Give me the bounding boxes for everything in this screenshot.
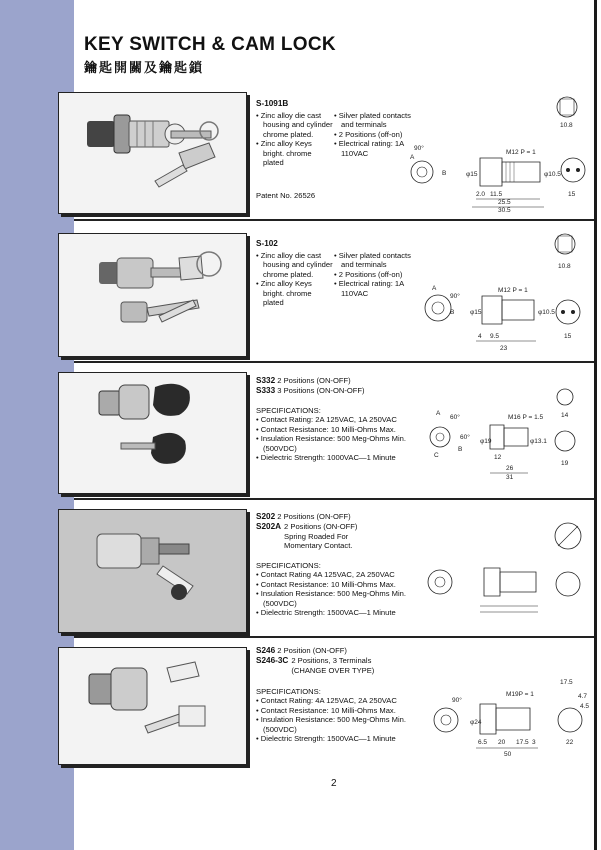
dimension-drawing-s332	[420, 375, 590, 490]
section-divider	[74, 219, 594, 221]
spec-item: • Insulation Resistance: 500 Meg-Ohms Min. (500VDC)	[256, 715, 406, 734]
dim-label: 26	[506, 465, 514, 472]
page-subtitle: 鑰匙開關及鑰匙鎖	[84, 60, 205, 75]
feature-item: • Silver plated contacts and terminals	[334, 251, 411, 270]
dim-label: 20	[498, 739, 506, 746]
feature-item: • Zinc alloy Keys bright. chrome plated	[256, 279, 312, 308]
spec-item: • Contact Resistance: 10 Milli-Ohms Max.	[256, 705, 396, 715]
dim-label: 3	[532, 739, 536, 746]
dim-label: 23	[500, 345, 508, 352]
dim-label: C	[434, 452, 439, 459]
feature-item: • Silver plated contacts and terminals	[334, 111, 411, 130]
dim-label: 9.5	[490, 333, 500, 340]
dim-label: 10.8	[558, 263, 571, 270]
product-photo-s102	[58, 233, 247, 357]
dim-label: 11.5	[490, 191, 503, 198]
dim-label: 31	[506, 474, 514, 481]
dim-label: 15	[568, 191, 576, 198]
feature-list-left	[256, 251, 334, 308]
patent-number: Patent No. 26526	[256, 191, 316, 200]
spec-item: • Dielectric Strength: 1500VAC—1 Minute	[256, 734, 396, 744]
product-photo-s202	[58, 509, 247, 633]
dim-label: 30.5	[498, 207, 511, 214]
dim-label: B	[450, 309, 455, 316]
spec-heading: SPECIFICATIONS:	[256, 687, 321, 696]
dim-label: φ24	[470, 719, 482, 726]
dim-label: 6.5	[478, 739, 488, 746]
dim-label: B	[458, 446, 463, 453]
key-switch-illustration	[59, 234, 246, 356]
key-switch-illustration	[59, 373, 246, 493]
dim-label: 14	[561, 412, 569, 419]
dim-label: M12 P = 1	[498, 287, 528, 294]
feature-list-right	[334, 251, 412, 298]
dim-label: 60°	[450, 414, 460, 421]
dim-label: φ10.5	[544, 171, 561, 178]
feature-item: • Zinc alloy Keys bright. chrome plated	[256, 139, 312, 168]
dim-label: 90°	[452, 697, 462, 704]
spec-item: • Contact Rating: 4A 125VAC, 2A 250VAC	[256, 696, 397, 706]
feature-list-right	[334, 111, 412, 158]
dim-label: 50	[504, 751, 512, 758]
dim-label: 25.5	[498, 199, 511, 206]
section-divider	[74, 498, 594, 500]
spec-item: • Contact Rating: 2A 125VAC, 1A 250VAC	[256, 415, 397, 425]
spec-item: • Insulation Resistance: 500 Meg-Ohms Min. (500VDC)	[256, 589, 406, 608]
dim-label: 4	[478, 333, 482, 340]
feature-item: • Zinc alloy die cast housing and cylinder chrome plated.	[256, 251, 333, 279]
dim-label: 15	[564, 333, 572, 340]
dim-label: 10.8	[560, 122, 573, 129]
section-divider	[74, 361, 594, 363]
spec-block-s1091b	[256, 99, 288, 109]
spec-list	[256, 561, 412, 618]
dim-label: φ10.5	[538, 309, 555, 316]
dim-label: A	[432, 285, 437, 292]
dimension-drawing-s1091b	[410, 92, 595, 212]
dim-label: M19P = 1	[506, 691, 534, 698]
dim-label: 12	[494, 454, 502, 461]
dim-label: 90°	[450, 293, 460, 300]
key-switch-illustration	[59, 93, 246, 213]
dim-label: 60°	[460, 434, 470, 441]
dim-label: φ19	[480, 438, 492, 445]
feature-list-left	[256, 111, 334, 168]
dim-label: φ15	[466, 171, 478, 178]
dim-label: 90°	[414, 145, 424, 152]
spec-item: • Contact Resistance: 10 Milli-Ohms Max.	[256, 579, 396, 589]
spec-block-s202	[256, 512, 406, 551]
product-photo-s246	[58, 647, 247, 765]
dim-label: B	[442, 170, 447, 177]
spec-block-s246	[256, 646, 416, 675]
feature-item: • 2 Positions (off-on)	[334, 269, 403, 279]
dim-label: A	[410, 154, 415, 161]
section-divider	[74, 636, 594, 638]
dim-label: φ13.1	[530, 438, 547, 445]
dimension-drawing-s246	[420, 650, 590, 765]
dim-label: 4.7	[578, 693, 588, 700]
spec-list	[256, 406, 412, 463]
dim-label: 22	[566, 739, 574, 746]
spec-item: • Contact Rating 4A 125VAC, 2A 250VAC	[256, 570, 395, 580]
spec-block-s102	[256, 239, 278, 249]
model-line: S202 2 Positions (ON-OFF)	[256, 512, 351, 521]
dim-label: 17.5	[516, 739, 529, 746]
spec-item: • Dielectric Strength: 1500VAC—1 Minute	[256, 608, 396, 618]
page-number: 2	[331, 778, 337, 789]
model-line: S202A 2 Positions (ON-OFF) Spring Roaded For Momentary Contact.	[256, 522, 358, 551]
spec-block-s332	[256, 376, 406, 397]
model-code: S-102	[256, 239, 278, 248]
feature-item: • Electrical rating: 1A 110VAC	[334, 139, 404, 158]
spec-heading: SPECIFICATIONS:	[256, 561, 321, 570]
spec-list	[256, 687, 412, 744]
dim-label: M16 P = 1.5	[508, 414, 544, 421]
page-title: KEY SWITCH & CAM LOCK	[84, 34, 336, 55]
dim-label: 4.5	[580, 703, 590, 710]
model-code: S-1091B	[256, 99, 289, 108]
key-switch-illustration	[59, 648, 246, 764]
dimension-drawing-s102	[410, 230, 595, 358]
dim-label: φ15	[470, 309, 482, 316]
model-line: S332 2 Positions (ON-OFF)	[256, 376, 351, 385]
dim-label: 17.5	[560, 679, 573, 686]
dim-label: 19	[561, 460, 569, 467]
feature-item: • Electrical rating: 1A 110VAC	[334, 279, 404, 298]
dim-label: M12 P = 1	[506, 149, 536, 156]
spec-item: • Dielectric Strength: 1000VAC—1 Minute	[256, 453, 396, 463]
product-photo-s332	[58, 372, 247, 494]
model-line: S333 3 Positions (ON-ON-OFF)	[256, 386, 365, 396]
product-photo-s1091b	[58, 92, 247, 214]
feature-item: • Zinc alloy die cast housing and cylinder chrome plated.	[256, 111, 333, 139]
key-switch-illustration	[59, 510, 246, 632]
dim-label: A	[436, 410, 441, 417]
spec-heading: SPECIFICATIONS:	[256, 406, 321, 415]
model-line: S246 2 Position (ON-OFF)	[256, 646, 347, 655]
spec-item: • Insulation Resistance: 500 Meg-Ohms Min. (500VDC)	[256, 434, 406, 453]
dim-label: 2.0	[476, 191, 486, 198]
dimension-drawing-s202	[420, 510, 590, 630]
feature-item: • 2 Positions (off-on)	[334, 129, 403, 139]
model-line: S246-3C 2 Positions, 3 Terminals (CHANGE OVER TYPE)	[256, 656, 375, 675]
spec-item: • Contact Resistance: 10 Milli-Ohms Max.	[256, 424, 396, 434]
